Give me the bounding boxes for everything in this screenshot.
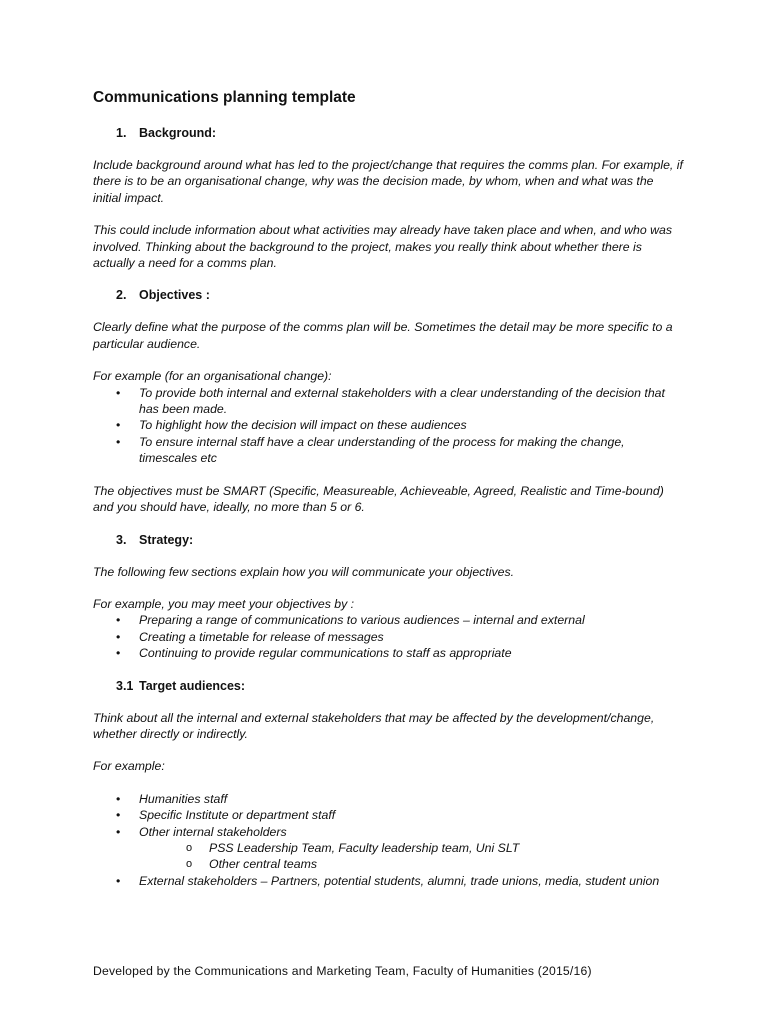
bullet-icon: • [116, 824, 121, 839]
section-number: 3. [116, 532, 127, 547]
background-paragraph-2: This could include information about what activities may already have taken place and when, and who was involved. Thinking about the background to the project, makes you really think about whether there is actually a need for a comms plan. [93, 223, 672, 271]
bullet-icon: • [116, 418, 121, 433]
sub-bullet-list [139, 840, 683, 873]
bullet-icon: • [116, 791, 121, 806]
strategy-paragraph-1: The following few sections explain how you will communicate your objectives. [93, 564, 515, 579]
section-heading-objectives [93, 287, 683, 303]
list-item-text: Preparing a range of communications to various audiences – internal and external [139, 613, 585, 628]
bullet-icon: • [116, 873, 121, 888]
section-heading-background [93, 125, 683, 141]
bullet-icon: • [116, 808, 121, 823]
objectives-example-intro: For example (for an organisational change): [93, 369, 332, 384]
objectives-bullet-list [93, 385, 683, 467]
list-item [93, 629, 683, 645]
list-item [93, 824, 683, 873]
target-audiences-example-intro: For example: [93, 759, 165, 774]
list-item-text: Creating a timetable for release of messages [139, 629, 384, 644]
target-audiences-paragraph-1: Think about all the internal and external stakeholders that may be affected by the development/change, whether directly or indirectly. [93, 710, 655, 741]
bullet-icon: • [116, 629, 121, 644]
strategy-example-intro: For example, you may meet your objectives by : [93, 596, 355, 611]
bullet-icon: • [116, 385, 121, 400]
bullet-icon: • [116, 613, 121, 628]
list-item-text: Specific Institute or department staff [139, 808, 336, 823]
list-item-text: Continuing to provide regular communications to staff as appropriate [139, 646, 512, 661]
section-number: 3.1 [116, 678, 134, 693]
target-audiences-bullet-list [93, 791, 683, 889]
section-title: Objectives : [139, 288, 210, 303]
strategy-bullet-list [93, 612, 683, 661]
list-item [93, 873, 683, 889]
document-footer: Developed by the Communications and Marketing Team, Faculty of Humanities (2015/16) [93, 964, 592, 978]
sub-list-item-text: Other central teams [209, 857, 317, 872]
background-paragraph-1: Include background around what has led to the project/change that requires the comms plan. For example, if there is to be an organisational change, why was the decision made, by whom, when and what was the initial impact. [93, 158, 683, 205]
sub-list-item-text: PSS Leadership Team, Faculty leadership team, Uni SLT [209, 840, 520, 855]
list-item [93, 807, 683, 823]
list-item-text: To provide both internal and external stakeholders with a clear understanding of the decision that has been made. [139, 385, 665, 417]
list-item [93, 612, 683, 628]
list-item-text: Humanities staff [139, 791, 228, 806]
section-heading-strategy [93, 532, 683, 548]
objectives-paragraph-1: Clearly define what the purpose of the comms plan will be. Sometimes the detail may be more specific to a particular audience. [93, 320, 673, 351]
list-item-text: External stakeholders – Partners, potential students, alumni, trade unions, media, student union [139, 873, 660, 888]
list-item [93, 645, 683, 661]
list-item-text: To highlight how the decision will impact on these audiences [139, 418, 467, 433]
section-number: 1. [116, 126, 127, 140]
list-item [93, 385, 683, 418]
list-item-text: Other internal stakeholders [139, 824, 287, 839]
bullet-icon: • [116, 646, 121, 661]
section-title: Background: [139, 126, 217, 140]
section-number: 2. [116, 288, 127, 303]
section-title: Strategy: [139, 532, 194, 547]
list-item [93, 417, 683, 433]
sub-list-item [139, 856, 683, 872]
section-title: Target audiences: [139, 678, 246, 693]
bullet-icon: • [116, 434, 121, 449]
sub-list-item [139, 840, 683, 856]
list-item [93, 434, 683, 467]
sub-bullet-icon: o [186, 841, 193, 854]
list-item-text: To ensure internal staff have a clear understanding of the process for making the change, timescales etc [139, 434, 625, 466]
document-page [93, 88, 683, 905]
section-heading-target-audiences [93, 678, 683, 694]
sub-bullet-icon: o [186, 858, 193, 871]
objectives-paragraph-2: The objectives must be SMART (Specific, Measureable, Achieveable, Agreed, Realistic and Time-bound) and you should have, ideally, no more than 5 or 6. [93, 483, 664, 515]
list-item [93, 791, 683, 807]
document-title: Communications planning template [93, 89, 356, 106]
